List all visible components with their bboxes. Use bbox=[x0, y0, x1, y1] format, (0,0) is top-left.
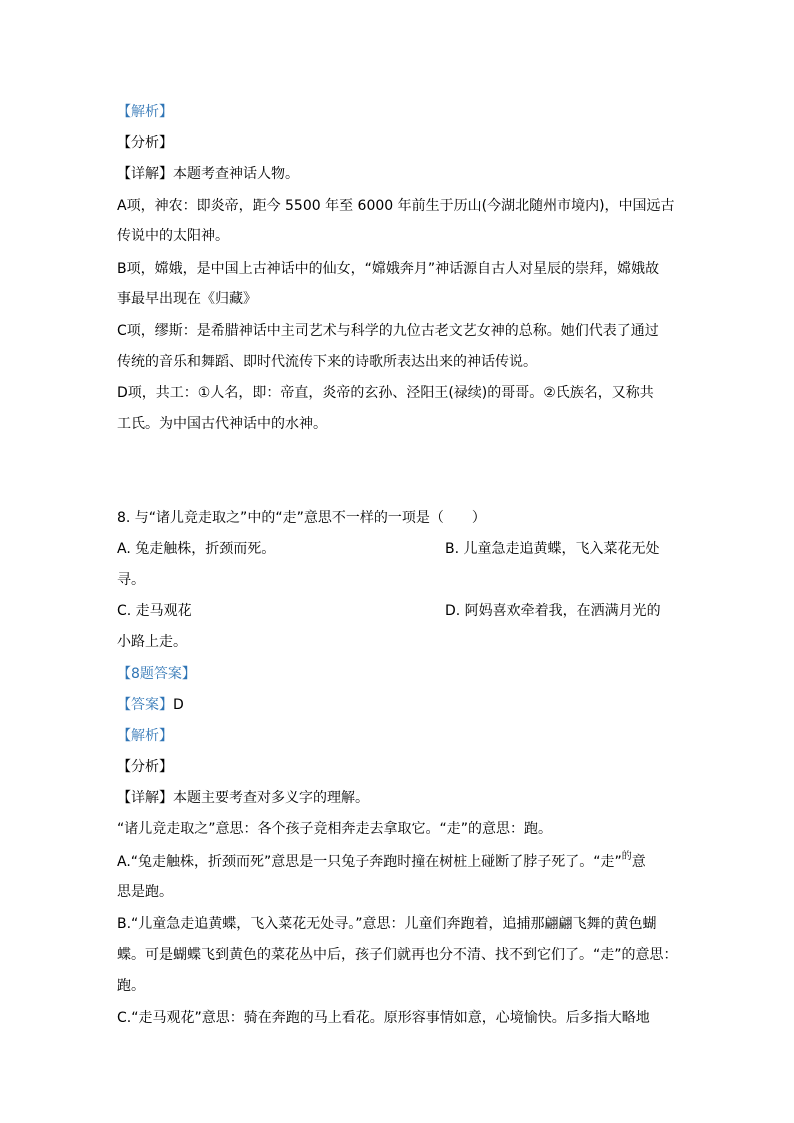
q8-detail-title: 【详解】 bbox=[117, 790, 173, 806]
option-b-line-2: 事最早出现在《归藏》 bbox=[117, 291, 257, 307]
detail-text: 本题考查神话人物。 bbox=[173, 166, 299, 182]
option-d-line-1: D项，共工：①人名，即：帝直，炎帝的玄孙、泾阳王(禄续)的哥哥。②氏族名，又称共 bbox=[117, 385, 654, 401]
q8-option-b-line-1: B. 儿童急走追黄蝶，飞入菜花无处 bbox=[445, 541, 660, 557]
explain-line-2-text: A.“兔走触株，折颈而死”意思是一只兔子奔跑时撞在树桩上碰断了脖子死了。“走” bbox=[117, 854, 622, 870]
explain-line-2-sup: 的 bbox=[621, 851, 632, 862]
answer-label: 【答案】 bbox=[117, 697, 173, 713]
option-d-line-2: 工氏。为中国古代神话中的水神。 bbox=[117, 416, 327, 432]
detail-title: 【详解】 bbox=[117, 166, 173, 182]
q8-jiexi-heading: 【解析】 bbox=[117, 728, 173, 744]
option-c-line-1: C项，缪斯：是希腊神话中主司艺术与科学的九位古老文艺女神的总称。她们代表了通过 bbox=[117, 323, 659, 339]
explain-line-2-tail: 意 bbox=[631, 854, 646, 870]
option-a-line-1: A项，神农：即炎帝，距今 5500 年至 6000 年前生于历山(今湖北随州市境内)，中国远古 bbox=[117, 198, 675, 214]
q8-option-d-line-2: 小路上走。 bbox=[117, 634, 187, 650]
answer-value: D bbox=[173, 697, 184, 713]
section-heading-fenxi: 【分析】 bbox=[117, 135, 173, 151]
q8-option-c: C. 走马观花 bbox=[117, 603, 192, 619]
explain-line-3: 思是跑。 bbox=[117, 884, 173, 900]
option-b-line-1: B项，嫦娥，是中国上古神话中的仙女，“嫦娥奔月”神话源自古人对星辰的崇拜，嫦娥故 bbox=[117, 261, 660, 277]
q8-option-a: A. 兔走触株，折颈而死。 bbox=[117, 541, 276, 557]
explain-line-6: 跑。 bbox=[117, 978, 145, 994]
q8-option-b-line-2: 寻。 bbox=[117, 572, 145, 588]
option-c-line-2: 传统的音乐和舞蹈、即时代流传下来的诗歌所表达出来的神话传说。 bbox=[117, 354, 537, 370]
explain-line-5: 蝶。可是蝴蝶飞到黄色的菜花丛中后，孩子们就再也分不清、找不到它们了。“走”的意思： bbox=[117, 947, 678, 963]
q8-detail-line bbox=[117, 788, 369, 808]
answer-heading: 【8题答案】 bbox=[117, 666, 196, 682]
question-8-stem: 8. 与“诸儿竞走取之”中的“走”意思不一样的一项是（ ） bbox=[117, 510, 486, 526]
section-heading-jiexi: 【解析】 bbox=[117, 104, 173, 120]
explain-line-1: “诸儿竞走取之”意思：各个孩子竞相奔走去拿取它。“走”的意思：跑。 bbox=[117, 821, 553, 837]
explain-line-2 bbox=[117, 852, 646, 874]
q8-option-d-line-1: D. 阿妈喜欢牵着我，在洒满月光的 bbox=[445, 603, 661, 619]
explain-line-7: C.“走马观花”意思：骑在奔跑的马上看花。原形容事情如意，心境愉快。后多指大略地 bbox=[117, 1010, 650, 1026]
explain-line-4: B.“儿童急走追黄蝶，飞入菜花无处寻。”意思：儿童们奔跑着，追捕那翩翩飞舞的黄色蝴 bbox=[117, 916, 657, 932]
option-a-line-2: 传说中的太阳神。 bbox=[117, 228, 229, 244]
detail-line bbox=[117, 164, 299, 184]
answer-line bbox=[117, 695, 184, 715]
q8-detail-text: 本题主要考查对多义字的理解。 bbox=[173, 790, 369, 806]
q8-fenxi-heading: 【分析】 bbox=[117, 759, 173, 775]
